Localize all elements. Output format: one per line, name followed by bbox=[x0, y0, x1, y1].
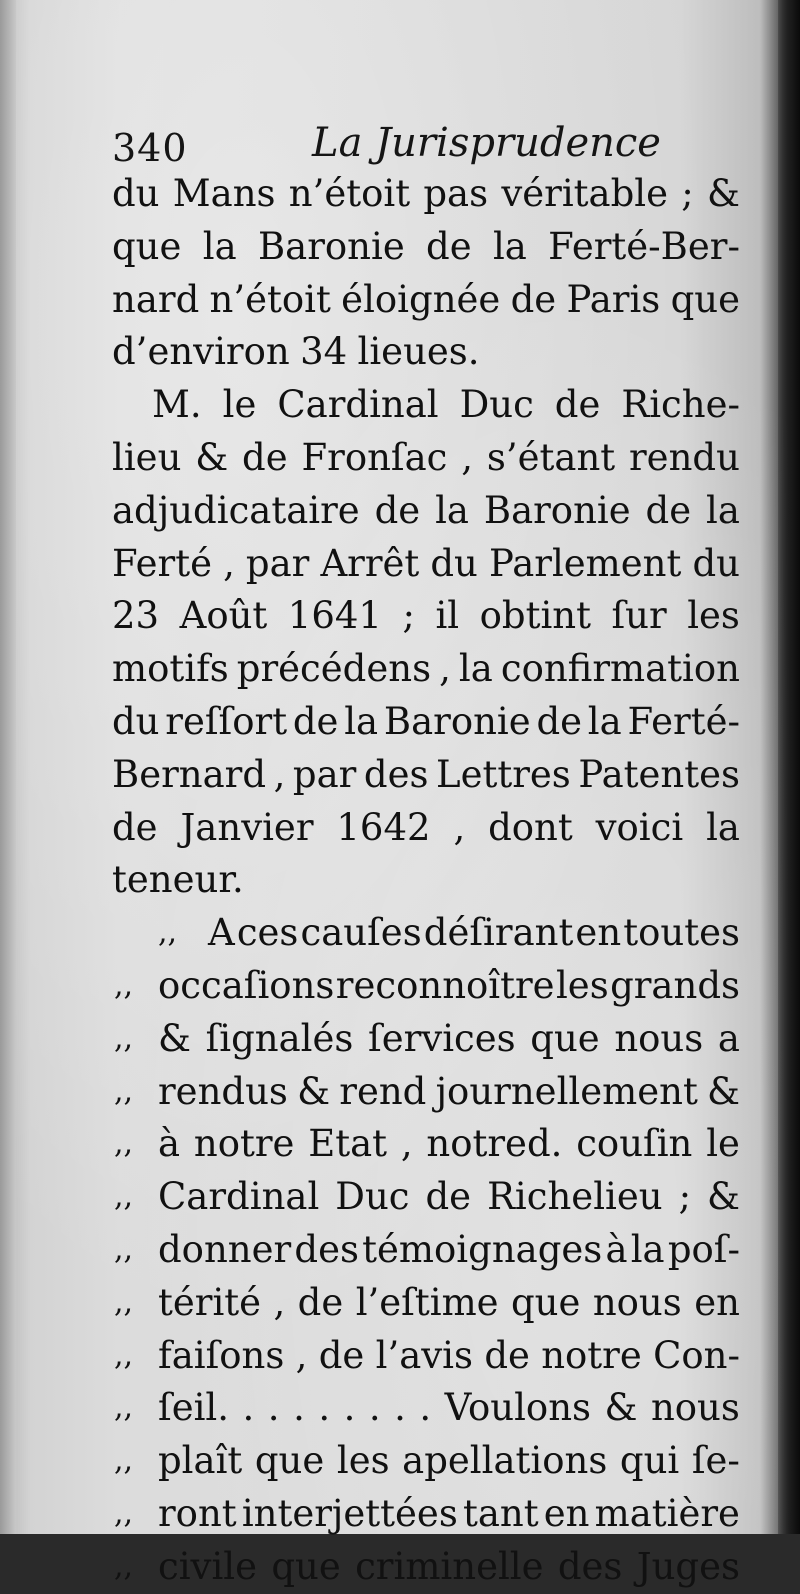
line-text: plaît que les apellations qui ſe- bbox=[158, 1439, 740, 1483]
page-left-edge bbox=[0, 0, 16, 1534]
line-text: occaſions reconnoître les grands bbox=[158, 963, 740, 1007]
text-line bbox=[112, 854, 740, 907]
line-text: lieu & de Fronſac , s’étant rendu bbox=[112, 435, 740, 479]
line-text: térité , de l’eſtime que nous en bbox=[158, 1280, 740, 1324]
line-text: donner des témoignages à la poſ- bbox=[158, 1227, 740, 1271]
text-line bbox=[112, 590, 740, 643]
text-line bbox=[112, 221, 740, 274]
text-line bbox=[112, 696, 740, 749]
line-text: faiſons , de l’avis de notre Con- bbox=[158, 1333, 740, 1377]
quote-mark: ,, bbox=[114, 1231, 134, 1267]
text-line bbox=[112, 1435, 740, 1488]
quote-mark: ,, bbox=[114, 1126, 134, 1162]
text-line bbox=[112, 1488, 740, 1541]
quote-mark: ,, bbox=[114, 967, 134, 1003]
quote-mark: ,, bbox=[114, 1548, 134, 1584]
text-line bbox=[112, 1171, 740, 1224]
page-gutter-shadow bbox=[778, 0, 800, 1534]
line-text: 23 Août 1641 ; il obtint ſur les bbox=[112, 594, 740, 638]
line-text: à notre Etat , notred. couſin le bbox=[158, 1122, 740, 1166]
line-text: que la Baronie de la Ferté-Ber- bbox=[112, 224, 740, 268]
text-line bbox=[112, 538, 740, 591]
text-line bbox=[112, 1541, 740, 1594]
line-text: d’environ 34 lieues. bbox=[112, 330, 480, 374]
line-text: motifs précédens , la confirmation bbox=[112, 647, 740, 691]
line-text: teneur. bbox=[112, 858, 244, 902]
line-text: du Mans n’étoit pas véritable ; & bbox=[112, 172, 740, 215]
quote-mark: ,, bbox=[158, 915, 178, 951]
quote-mark: ,, bbox=[114, 1020, 134, 1056]
line-text: nard n’étoit éloignée de Paris que bbox=[112, 277, 740, 321]
quote-mark: ,, bbox=[114, 1179, 134, 1215]
text-line bbox=[112, 960, 740, 1013]
text-line bbox=[112, 907, 740, 960]
line-text: M. le Cardinal Duc de Riche- bbox=[152, 383, 740, 427]
quote-mark: ,, bbox=[114, 1443, 134, 1479]
running-head-title: La Jurisprudence bbox=[312, 120, 661, 166]
text-line bbox=[112, 379, 740, 432]
text-line bbox=[112, 168, 740, 221]
text-line bbox=[112, 326, 740, 379]
quote-mark: ,, bbox=[114, 1284, 134, 1320]
text-line bbox=[112, 1224, 740, 1277]
text-line bbox=[112, 1382, 740, 1435]
text-line bbox=[112, 1277, 740, 1330]
line-text: Bernard , par des Lettres Patentes bbox=[112, 752, 740, 796]
line-text: rendus & rend journellement & bbox=[158, 1069, 740, 1113]
line-text: ront interjettées tant en matière bbox=[158, 1491, 740, 1535]
line-text: Ferté , par Arrêt du Parlement du bbox=[112, 541, 740, 585]
quote-mark: ,, bbox=[114, 1390, 134, 1426]
line-text: adjudicataire de la Baronie de la bbox=[112, 488, 740, 532]
text-line bbox=[112, 802, 740, 855]
text-line bbox=[112, 1013, 740, 1066]
quote-mark: ,, bbox=[114, 1073, 134, 1109]
body-text bbox=[112, 168, 740, 1594]
text-line bbox=[112, 432, 740, 485]
text-line bbox=[112, 485, 740, 538]
page-number: 340 bbox=[112, 126, 188, 170]
line-text: ſeil. . . . . . . . . Voulons & nous bbox=[158, 1386, 740, 1430]
text-line bbox=[112, 274, 740, 327]
text-line bbox=[112, 1330, 740, 1383]
text-line bbox=[112, 643, 740, 696]
quote-mark: ,, bbox=[114, 1495, 134, 1531]
text-line bbox=[112, 749, 740, 802]
text-line bbox=[112, 1118, 740, 1171]
running-head bbox=[112, 118, 732, 174]
text-line bbox=[112, 1066, 740, 1119]
line-text: & ſignalés ſervices que nous a bbox=[158, 1016, 740, 1060]
quote-mark: ,, bbox=[114, 1337, 134, 1373]
line-text: du reſſort de la Baronie de la Ferté- bbox=[112, 699, 740, 743]
line-text: civile que criminelle des Juges bbox=[158, 1544, 740, 1588]
line-text: de Janvier 1642 , dont voici la bbox=[112, 805, 740, 849]
line-text: A ces cauſes déſirant en toutes bbox=[208, 911, 740, 955]
line-text: Cardinal Duc de Richelieu ; & bbox=[158, 1175, 740, 1219]
